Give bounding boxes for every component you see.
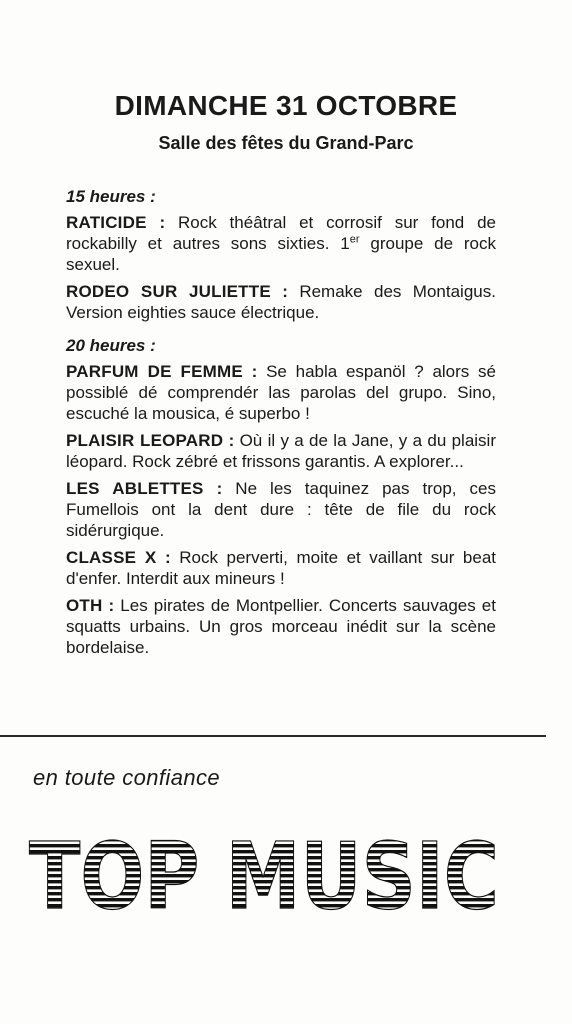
- act-entry: [66, 281, 496, 323]
- act-description: Les pirates de Montpellier. Concerts sauvages et squatts urbains. Un gros morceau inédit sur la scène bordelaise.: [66, 596, 496, 657]
- program-listing: [66, 186, 496, 664]
- page-subtitle: Salle des fêtes du Grand-Parc: [158, 133, 414, 153]
- act-name: PLAISIR LEOPARD: [66, 431, 224, 450]
- act-name: LES ABLETTES: [66, 479, 204, 498]
- time-heading-afternoon: 15 heures :: [66, 187, 156, 206]
- act-description: Se habla espanöl ? alors sé possiblé dé comprendér las parolas del grupo. Sino, escuché la mousica, é superbo !: [66, 362, 496, 423]
- act-name: CLASSE X: [66, 548, 157, 567]
- ordinal-suffix: er: [349, 233, 360, 246]
- act-description-continued: groupe de rock sexuel.: [66, 234, 496, 274]
- act-separator: :: [223, 431, 235, 450]
- act-description: Où il y a de la Jane, y a du plaisir léopard. Rock zébré et frissons garantis. A explorer...: [66, 431, 496, 471]
- act-separator: :: [203, 479, 223, 498]
- act-name: RODEO SUR JULIETTE: [66, 282, 271, 301]
- act-separator: :: [146, 213, 166, 232]
- act-separator: :: [270, 282, 288, 301]
- act-separator: :: [102, 596, 115, 615]
- top-music-logo: [24, 823, 504, 930]
- act-entry: [66, 547, 496, 589]
- act-description: Ne les taquinez pas trop, ces Fumellois ont la dent dure : tête de file du rock sidérurgique.: [66, 479, 497, 540]
- act-entry: [66, 478, 496, 541]
- act-name: PARFUM DE FEMME: [66, 362, 243, 381]
- act-entry: [66, 595, 496, 658]
- act-separator: :: [156, 548, 171, 567]
- ad-tagline: en toute confiance: [33, 765, 221, 790]
- logo-text: TOP MUSIC: [29, 823, 500, 930]
- time-heading-evening: 20 heures :: [66, 336, 156, 355]
- act-separator: :: [242, 362, 258, 381]
- act-description: Rock théâtral et corrosif sur fond de rockabilly et autres sons sixties. 1: [66, 213, 496, 253]
- page-title: DIMANCHE 31 OCTOBRE: [114, 90, 458, 121]
- act-description: Rock perverti, moite et vaillant sur beat d'enfer. Interdit aux mineurs !: [66, 548, 496, 588]
- act-name: RATICIDE: [66, 213, 147, 232]
- section-divider: [0, 735, 546, 737]
- act-entry: [66, 361, 496, 424]
- act-entry: [66, 430, 496, 472]
- act-entry: [66, 212, 496, 275]
- act-description: Remake des Montaigus. Version eighties sauce électrique.: [66, 282, 496, 322]
- act-name: OTH: [66, 596, 103, 615]
